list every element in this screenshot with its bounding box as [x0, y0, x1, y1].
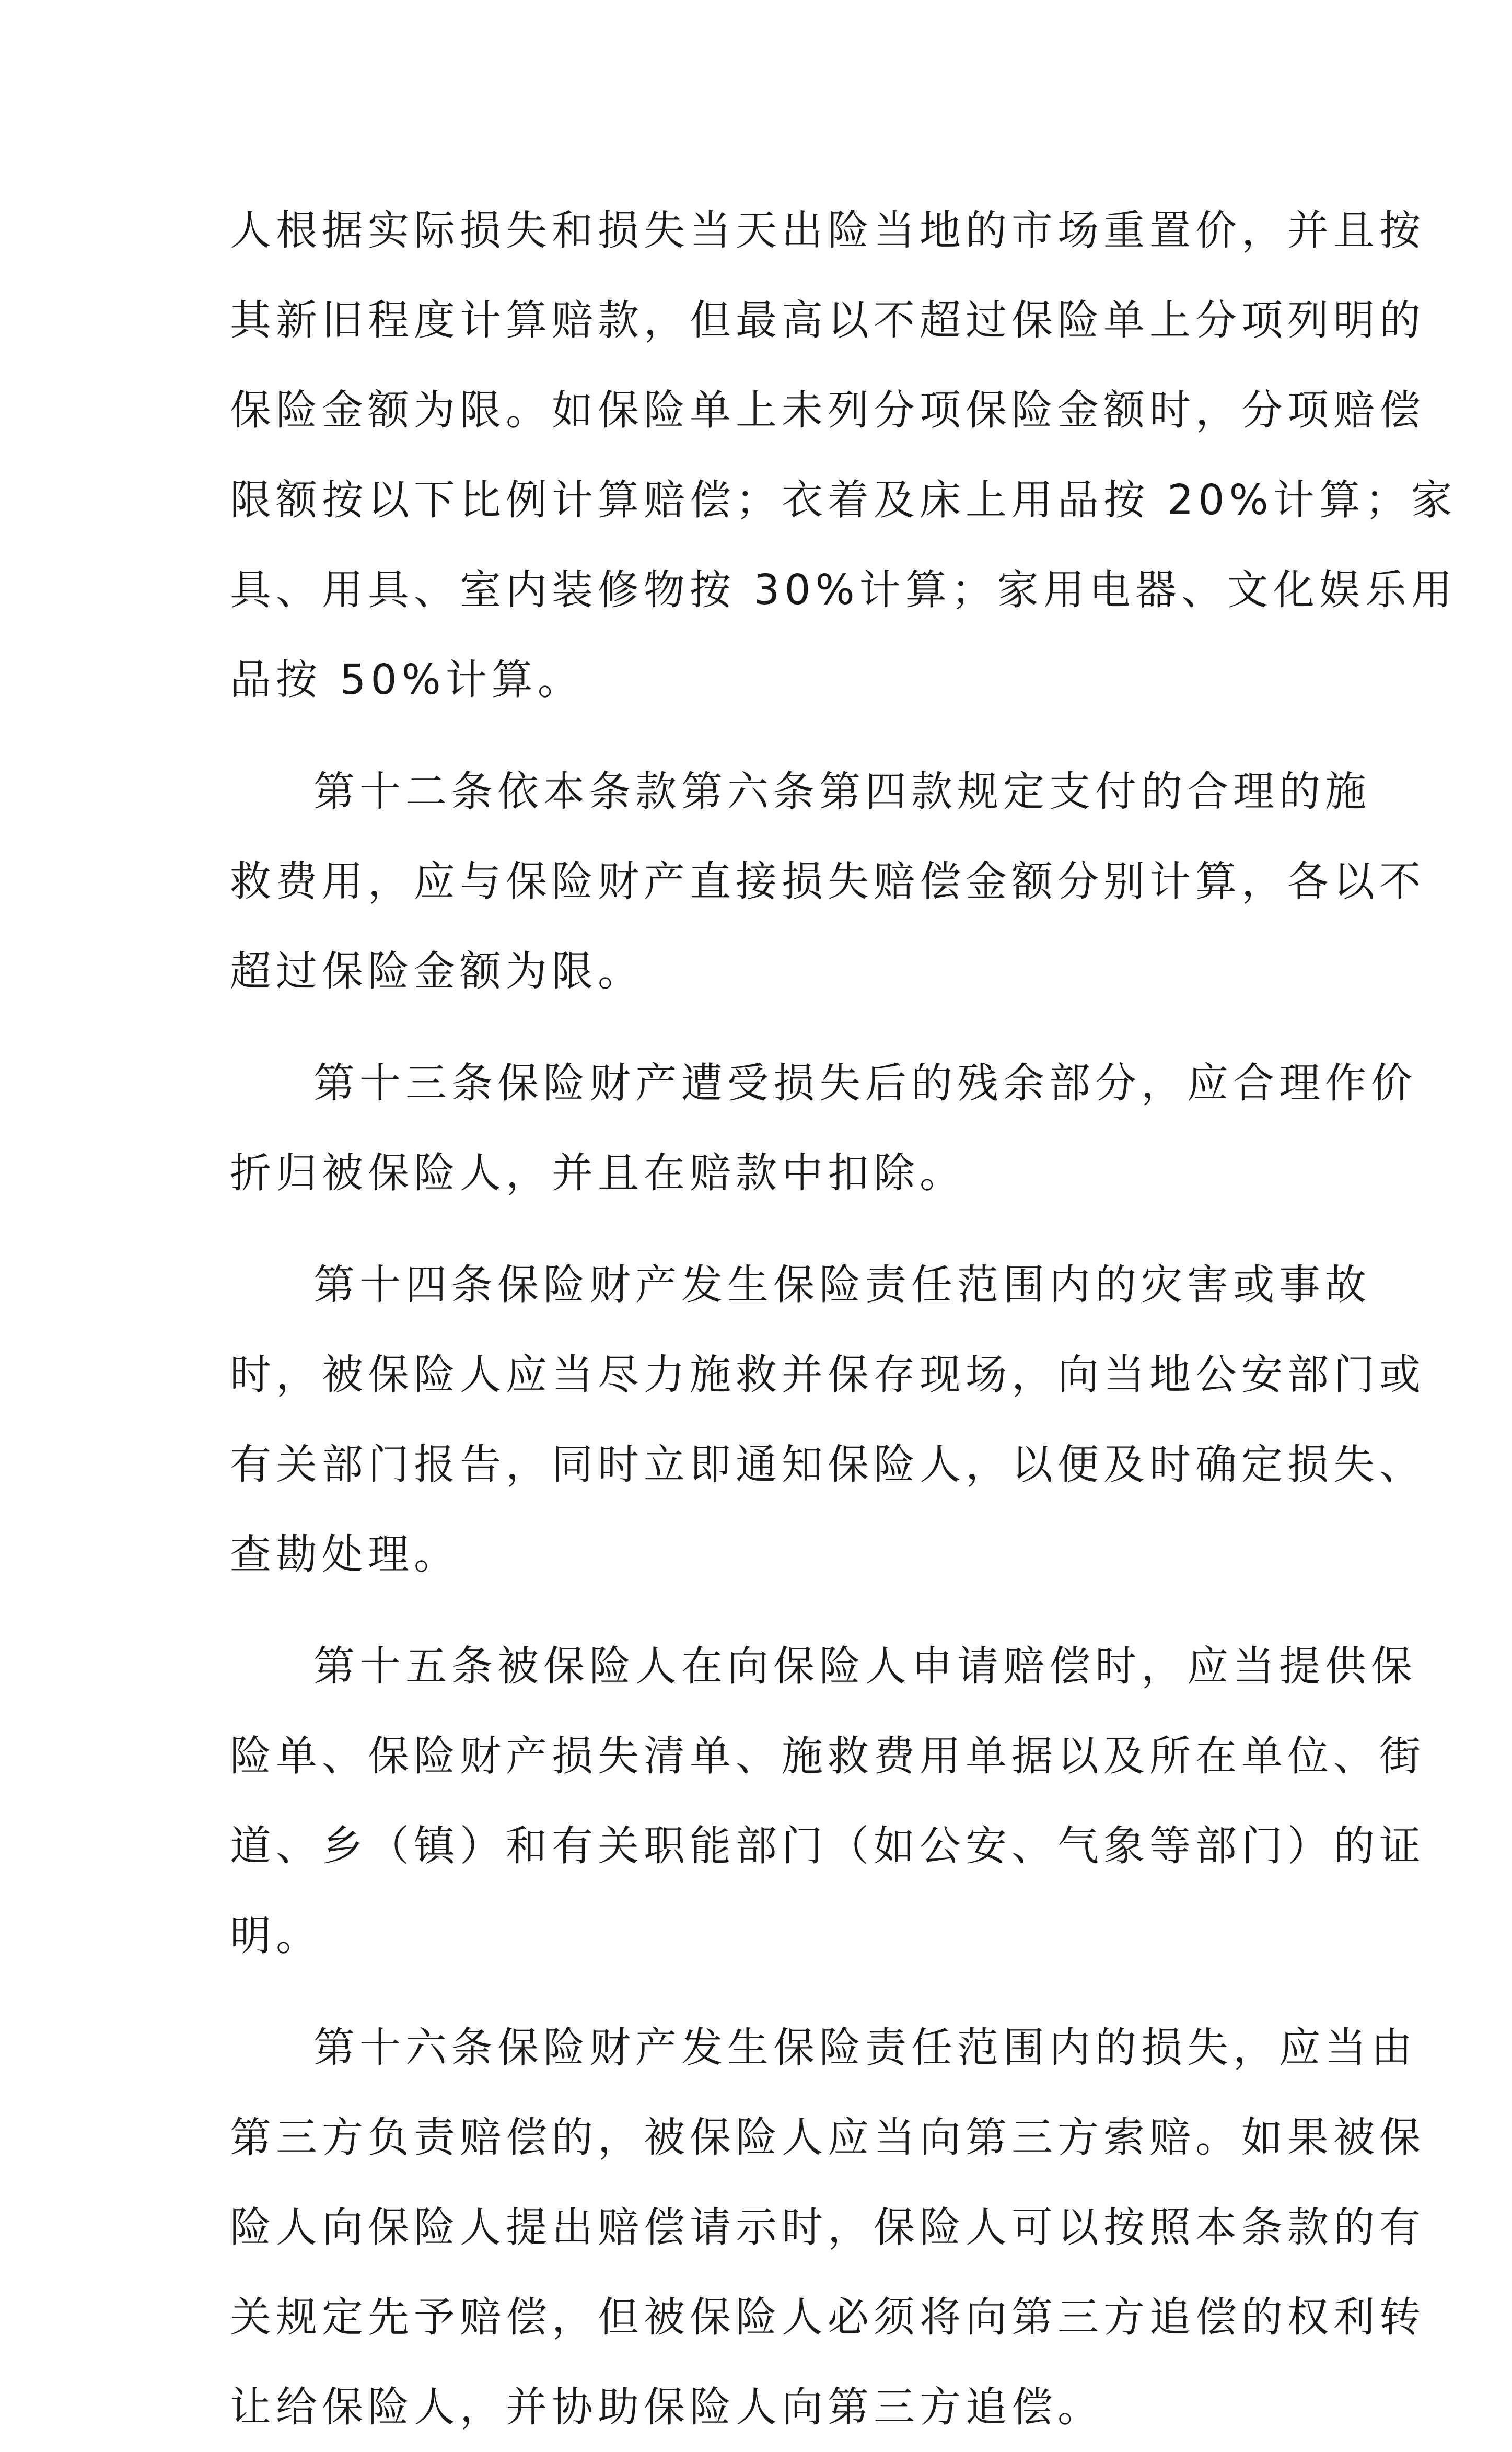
text-line: 第三方负责赔偿的，被保险人应当向第三方索赔。如果被保: [230, 2113, 1425, 2162]
text-line: 具、用具、室内装修物按 30%计算；家用电器、文化娱乐用: [230, 566, 1457, 614]
paragraph-article-15: [230, 1621, 1425, 1981]
paragraph-article-14: [230, 1240, 1425, 1599]
text-line: 道、乡（镇）和有关职能部门（如公安、气象等部门）的证: [230, 1822, 1425, 1870]
text-line: 品按 50%计算。: [230, 656, 584, 704]
paragraph-article-12: [230, 747, 1425, 1016]
document-body: [230, 185, 1457, 2452]
text-line: 第十五条被保险人在向保险人申请赔偿时，应当提供保: [313, 1642, 1417, 1690]
text-line: 明。: [230, 1912, 322, 1960]
text-line: 险人向保险人提出赔偿请示时，保险人可以按照本条款的有: [230, 2203, 1425, 2251]
text-line: 第十六条保险财产发生保险责任范围内的损失，应当由: [313, 2024, 1417, 2072]
text-line: 第十二条依本条款第六条第四款规定支付的合理的施: [313, 768, 1371, 816]
text-line: 第十四条保险财产发生保险责任范围内的灾害或事故: [313, 1261, 1371, 1309]
text-line: 其新旧程度计算赔款，但最高以不超过保险单上分项列明的: [230, 296, 1425, 344]
paragraph-article-16: [230, 2003, 1425, 2452]
paragraph-article-13: [230, 1038, 1417, 1218]
text-line: 查勘处理。: [230, 1530, 460, 1578]
text-line: 让给保险人，并协助保险人向第三方追偿。: [230, 2383, 1103, 2431]
text-line: 人根据实际损失和损失当天出险当地的市场重置价，并且按: [230, 206, 1425, 254]
paragraph-continuation: [230, 185, 1457, 725]
text-line: 有关部门报告，同时立即通知保险人，以便及时确定损失、: [230, 1440, 1425, 1489]
text-line: 第十三条保险财产遭受损失后的残余部分，应合理作价: [313, 1059, 1417, 1107]
text-line: 折归被保险人，并且在赔款中扣除。: [230, 1149, 966, 1197]
text-line: 超过保险金额为限。: [230, 947, 644, 995]
text-line: 限额按以下比例计算赔偿；衣着及床上用品按 20%计算；家: [230, 476, 1457, 524]
text-line: 险单、保险财产损失清单、施救费用单据以及所在单位、街: [230, 1732, 1425, 1780]
text-line: 关规定先予赔偿，但被保险人必须将向第三方追偿的权利转: [230, 2293, 1425, 2341]
text-line: 保险金额为限。如保险单上未列分项保险金额时，分项赔偿: [230, 386, 1425, 434]
text-line: 时，被保险人应当尽力施救并保存现场，向当地公安部门或: [230, 1351, 1425, 1399]
text-line: 救费用，应与保险财产直接损失赔偿金额分别计算，各以不: [230, 857, 1425, 905]
